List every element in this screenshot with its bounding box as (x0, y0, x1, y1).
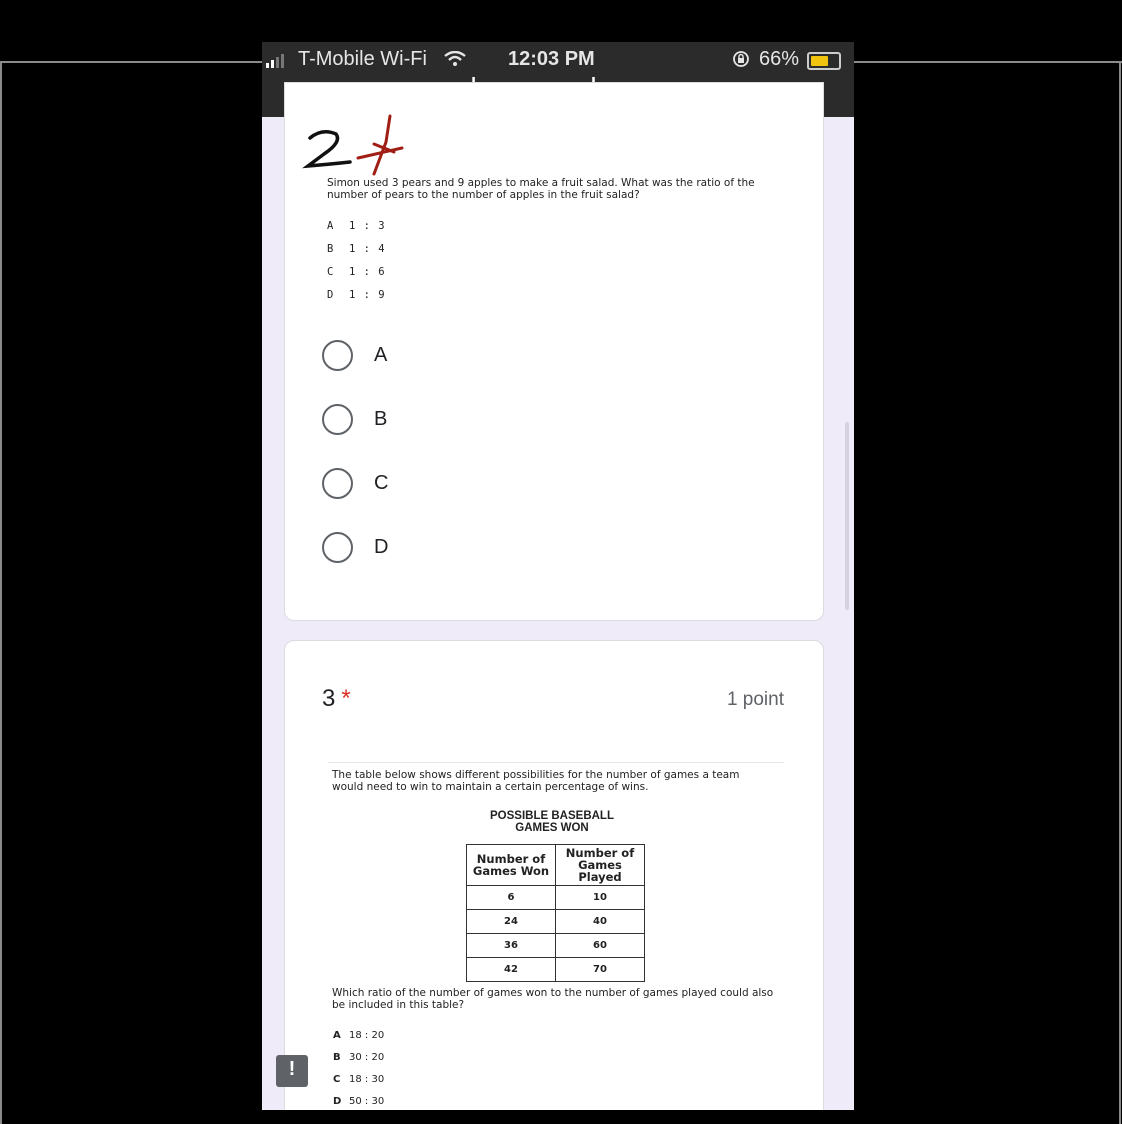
carrier-label: T-Mobile Wi-Fi (298, 48, 427, 70)
baseball-table (466, 844, 645, 982)
printed-option-b: B 30 : 20 (333, 1052, 385, 1063)
choice-label: C (374, 472, 389, 494)
choice-label: D (374, 536, 389, 558)
clock: 12:03 PM (508, 48, 595, 70)
battery-percent: 66% (759, 48, 800, 70)
printed-option-d: D 50 : 30 (333, 1096, 385, 1107)
question-3-points: 1 point (726, 689, 784, 710)
photo-frame-right (1119, 61, 1121, 1124)
feedback-icon: ! (288, 1058, 296, 1080)
choice-a[interactable] (322, 340, 622, 374)
choice-label: A (374, 344, 388, 366)
printed-option-c: C 1 : 6 (327, 266, 386, 278)
question-2-prompt: Simon used 3 pears and 9 apples to make a fruit salad. What was the ratio of the number of pears to the number of apples in the fruit salad? (327, 177, 755, 201)
feedback-button[interactable] (276, 1055, 308, 1087)
question-3-number: 3 * (322, 685, 351, 712)
table-row: 36 60 (467, 934, 645, 958)
signal-icon (266, 54, 284, 68)
handwritten-number (302, 114, 412, 176)
printed-option-d: D 1 : 9 (327, 289, 386, 301)
table-header: Number of Games Played (556, 845, 645, 886)
required-asterisk: * (341, 685, 351, 712)
photo-frame-left (0, 61, 2, 1124)
table-row: 42 70 (467, 958, 645, 982)
choice-b[interactable] (322, 404, 622, 438)
table-row: 6 10 (467, 886, 645, 910)
radio-button[interactable] (322, 532, 353, 563)
table-header: Number of Games Won (467, 845, 556, 886)
printed-option-a: A 18 : 20 (333, 1030, 385, 1041)
table-title: POSSIBLE BASEBALL GAMES WON (490, 810, 614, 834)
question-3-prompt-2: Which ratio of the number of games won to the number of games played could also be included in this table? (332, 987, 774, 1011)
choice-c[interactable] (322, 468, 622, 502)
printed-option-b: B 1 : 4 (327, 243, 386, 255)
radio-button[interactable] (322, 404, 353, 435)
question-3-prompt: The table below shows different possibilities for the number of games a team would need to win to maintain a certain percentage of wins. (332, 769, 740, 793)
radio-button[interactable] (322, 468, 353, 499)
choice-d[interactable] (322, 532, 622, 566)
rotation-lock-icon (732, 50, 750, 74)
printed-option-c: C 18 : 30 (333, 1074, 385, 1085)
battery-icon (807, 52, 841, 70)
phone-screen (262, 42, 854, 1110)
radio-button[interactable] (322, 340, 353, 371)
printed-option-a: A 1 : 3 (327, 220, 386, 232)
wifi-icon (444, 50, 466, 73)
choice-label: B (374, 408, 388, 430)
scrollbar[interactable] (845, 422, 849, 610)
table-row: 24 40 (467, 910, 645, 934)
